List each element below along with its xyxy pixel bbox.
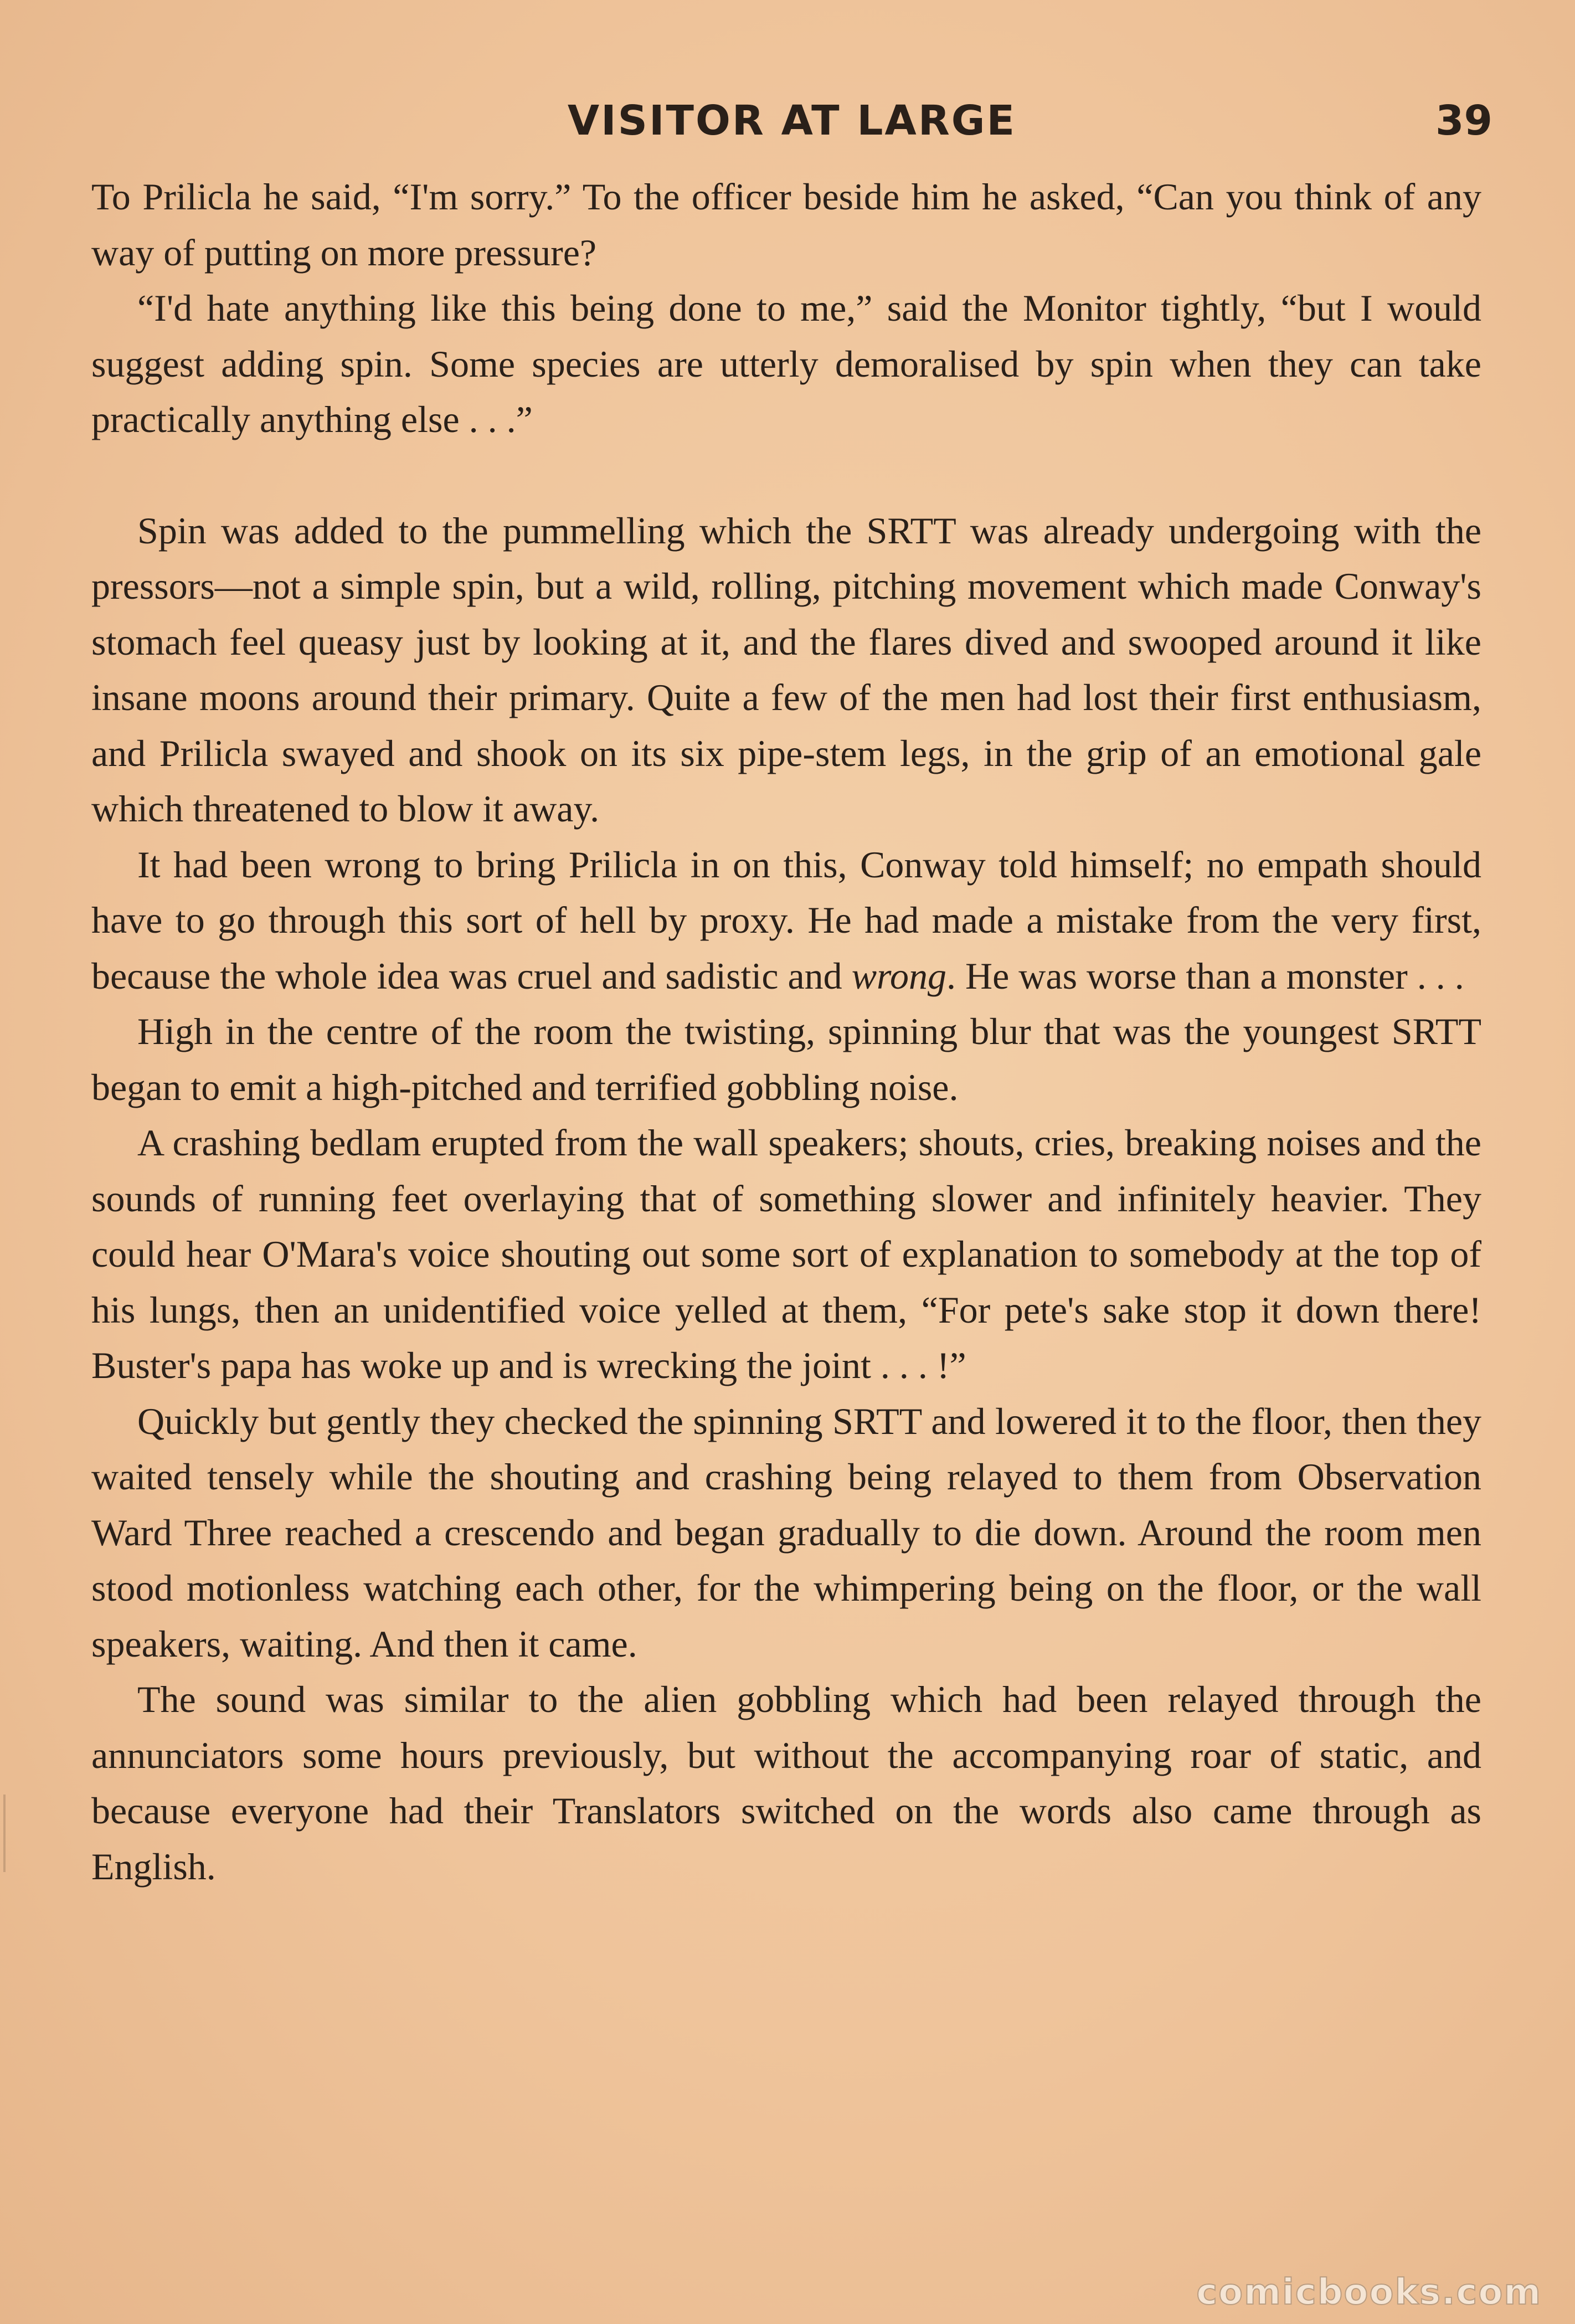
page-number: 39	[1435, 97, 1492, 145]
paragraph-4-text-after: . He was worse than a monster . . .	[946, 954, 1464, 997]
emphasized-word: wrong	[851, 954, 946, 997]
page-edge-mark	[3, 1795, 6, 1872]
site-watermark: comicbooks.com	[1196, 2272, 1542, 2313]
text-column	[91, 169, 1481, 1894]
paragraph-7: Quickly but gently they checked the spinning SRTT and lowered it to the floor, then they waited tensely while the shouting and crashing being relayed to them from Observation Ward Three reached a crescendo and began gradually to die down. Around the room men stood motionless watching each other, for the whimpering being on the floor, or the wall speakers, waiting. And then it came.	[91, 1400, 1481, 1665]
paragraph-6: A crashing bedlam erupted from the wall speakers; shouts, cries, breaking noises and the sounds of running feet overlaying that of something slower and infinitely heavier. They could hear O'Mara's voice shouting out some sort of explanation to somebody at the top of his lungs, then an unidentified voice yelled at them, “For pete's sake stop it down there! Buster's papa has woke up and is wrecking the joint . . . !”	[91, 1122, 1481, 1386]
paragraph-2: “I'd hate anything like this being done to me,” said the Monitor tightly, “but I would suggest adding spin. Some species are utterly demoralised by spin when they can take practically anything else . . .”	[91, 287, 1481, 440]
paragraph-3: Spin was added to the pummelling which the SRTT was already undergoing with the pressors—not a simple spin, but a wild, rolling, pitching movement which made Conway's stomach feel queasy just by looking at it, and the flares dived and swooped around it like insane moons around their primary. Quite a few of the men had lost their first enthusiasm, and Prilicla swayed and shook on its six pipe-stem legs, in the grip of an emotional gale which threatened to blow it away.	[91, 509, 1481, 830]
paragraph-4	[91, 837, 1481, 1004]
paragraph-5: High in the centre of the room the twisting, spinning blur that was the youngest SRTT began to emit a high-pitched and terrified gobbling noise.	[91, 1010, 1481, 1108]
running-title: VISITOR AT LARGE	[567, 97, 1017, 145]
paragraph-8: The sound was similar to the alien gobbling which had been relayed through the annunciators some hours previously, but without the accompanying roar of static, and because everyone had their Translators switched on the words also came through as English.	[91, 1678, 1481, 1888]
paragraph-4-text: It had been wrong to bring Prilicla in on this, Conway told himself; no empath should have to go through this sort of hell by proxy. He had made a mistake from the very first, because the whole idea was cruel and sadistic and	[91, 843, 1481, 997]
paragraph-1: To Prilicla he said, “I'm sorry.” To the officer beside him he asked, “Can you think of any way of putting on more pressure?	[91, 176, 1481, 274]
scene-break	[91, 448, 1481, 503]
page-header	[91, 93, 1492, 160]
